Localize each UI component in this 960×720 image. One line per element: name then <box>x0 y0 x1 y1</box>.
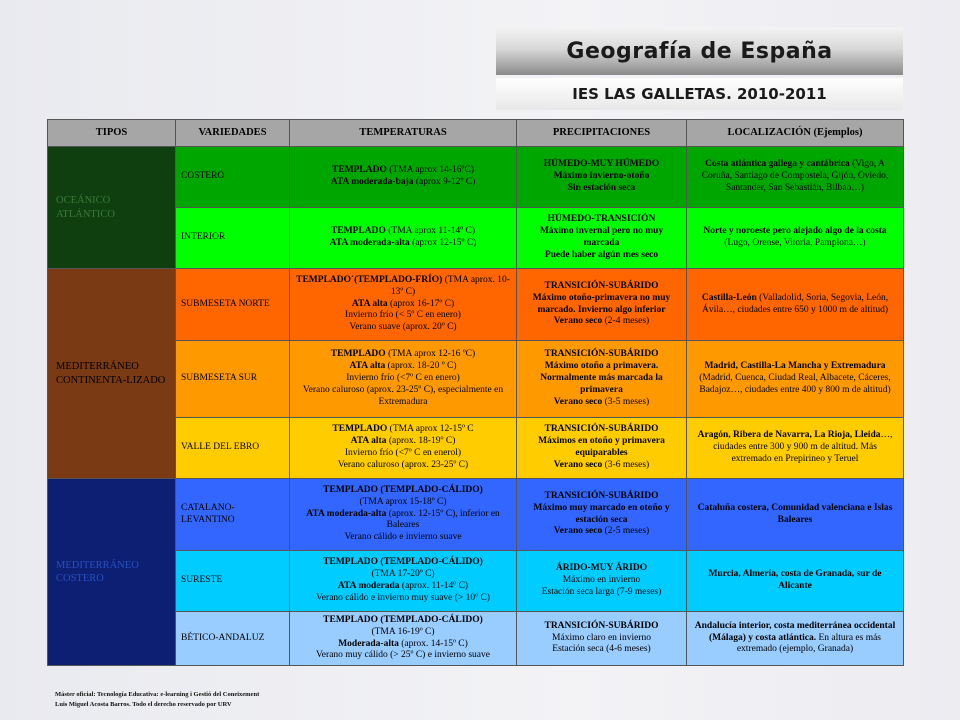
cell-text-segment: Castilla-León <box>701 292 760 303</box>
cell-text-segment: TRANSICIÓN-SUBÁRIDO <box>544 620 659 631</box>
cell-text-segment: (TMA aprox 15-18º C) <box>359 496 447 507</box>
cell-text-segment: (aprox 9-12º C) <box>415 177 476 187</box>
localizacion-cell <box>687 147 904 208</box>
cell-text-segment: (TMA 16-19º C) <box>371 626 435 637</box>
cell-text-segment: TEMPLADO (TEMPLADO-CÁLIDO) <box>323 484 483 495</box>
header-localizacion: LOCALIZACIÓN (Ejemplos) <box>687 120 904 147</box>
cell-text-segment: …, ciudades entre 300 y 900 m de altitud. Más extremado en Prepirineo y Teruel <box>713 430 893 464</box>
localizacion-cell <box>687 551 904 612</box>
variedad-cell: BÉTICO-ANDALUZ <box>176 612 290 666</box>
cell-text-segment: (TMA aprox 12-15º C <box>389 424 474 435</box>
cell-text-segment: (TMA aprox. 10-13º C) <box>390 274 510 297</box>
cell-text-segment: (Vigo, A Coruña, Santiago de Compostela, Gijón, Oviedo, Santander, San Sebastián, Bilbao…) <box>701 159 889 193</box>
cell-text-segment: TRANSICIÓN-SUBÁRIDO <box>544 280 659 291</box>
cell-text-segment: TRANSICIÓN-SUBÁRIDO <box>544 490 659 501</box>
page-title: Geografía de España <box>496 27 903 75</box>
tipo-cell: MEDITERRÁNEO CONTINENTA-LIZADO <box>48 269 176 479</box>
cell-text-segment: Aragón, Ribera de Navarra, La Rioja, Lleida <box>697 430 881 441</box>
precipitacion-cell <box>517 208 687 269</box>
variedad-cell: COSTERO <box>176 147 290 208</box>
cell-text-segment: (TMA 17-20º C) <box>371 569 435 580</box>
cell-text-segment: ATA alta <box>351 298 391 309</box>
cell-text-segment: (aprox 16-17º C) <box>390 298 455 309</box>
cell-text-segment: (aprox. 11-14º C) <box>401 581 469 591</box>
precipitacion-cell <box>517 418 687 479</box>
precipitacion-cell <box>517 612 687 666</box>
cell-text-segment: Estación seca (4-6 meses) <box>552 644 651 655</box>
cell-text-segment: TEMPLADO <box>331 165 390 176</box>
localizacion-cell <box>687 208 904 269</box>
cell-text-segment: Sin estación seca <box>567 182 636 193</box>
temperatura-cell <box>290 208 517 269</box>
cell-text-segment: ATA moderada <box>337 581 402 591</box>
table-header-row <box>48 120 904 147</box>
cell-text-segment: (2-4 meses) <box>604 316 650 327</box>
cell-text-segment: (Madrid, Cuenca, Ciudad Real, Albacete, Cáceres, Badajoz…, ciudades entre 400 y 800 m de altitud) <box>699 373 891 395</box>
table-row <box>48 147 904 208</box>
variedad-cell: CATALANO-LEVANTINO <box>176 479 290 551</box>
localizacion-cell <box>687 269 904 341</box>
cell-text-segment: Madrid, Castilla-La Mancha y Extremadura <box>704 361 886 372</box>
cell-text-segment: TEMPLADO (TEMPLADO-CÁLIDO) <box>323 557 483 568</box>
temperatura-cell <box>290 551 517 612</box>
cell-text-segment: Invierno frío (< 5º C en enero) <box>345 310 461 321</box>
cell-text-segment: TEMPLADO <box>330 349 389 360</box>
cell-text-segment: Verano caluroso (aprox. 23-25º C) <box>337 459 469 470</box>
cell-text-segment: Verano cálido e invierno suave <box>344 532 462 543</box>
cell-text-segment: Máximo otoño a primavera. Normalmente más marcada la primavera <box>540 361 663 395</box>
variedad-cell: VALLE DEL EBRO <box>176 418 290 479</box>
cell-text-segment: (TMA aprox 12-16 ºC) <box>388 349 476 360</box>
cell-text-segment: Verano seco <box>553 396 605 407</box>
footer-line: Luis Miguel Acosta Barros. Todo el derecho reservado por URV <box>55 701 232 708</box>
temperatura-cell <box>290 612 517 666</box>
cell-text-segment: Cataluña costera, Comunidad valenciana e Islas Baleares <box>697 502 893 525</box>
cell-text-segment: (TMA aprox 11-14º C) <box>388 226 476 237</box>
precipitacion-cell <box>517 147 687 208</box>
cell-text-segment: ATA moderada-baja <box>330 177 416 187</box>
localizacion-cell <box>687 479 904 551</box>
variedad-cell: SUBMESETA NORTE <box>176 269 290 341</box>
footer-line: Máster oficial: Tecnología Educativa: e-learning i Gestió del Coneixement <box>55 691 260 698</box>
cell-text-segment: (aprox 12-15º C) <box>412 238 477 248</box>
cell-text-segment: HÚMEDO-TRANSICIÓN <box>547 214 656 225</box>
cell-text-segment: ÁRIDO-MUY ÁRIDO <box>555 563 648 574</box>
cell-text-segment: TEMPLADO <box>332 424 390 435</box>
cell-text-segment: TEMPLADO (TEMPLADO-CÁLIDO) <box>323 614 483 625</box>
precipitacion-cell <box>517 551 687 612</box>
temperatura-cell <box>290 418 517 479</box>
cell-text-segment: (aprox. 12-15º C), inferior en Baleares <box>386 508 500 531</box>
header-temperaturas: TEMPERATURAS <box>290 120 517 147</box>
cell-text-segment: TEMPLADO <box>330 226 389 237</box>
cell-text-segment: (aprox. 18-19º C) <box>388 436 456 447</box>
footer-credits <box>55 690 259 710</box>
precipitacion-cell <box>517 341 687 418</box>
cell-text-segment: (3-5 meses) <box>604 396 650 407</box>
table-body <box>48 147 904 666</box>
cell-text-segment: Puede haber algún mes seco <box>544 249 659 260</box>
table-row <box>48 612 904 666</box>
temperatura-cell <box>290 269 517 341</box>
cell-text-segment: TEMPLADO´(TEMPLADO-FRÍO) <box>296 274 445 285</box>
table-row <box>48 208 904 269</box>
cell-text-segment: Verano seco <box>553 459 605 470</box>
cell-text-segment: Verano seco <box>553 316 605 327</box>
cell-text-segment: (TMA aprox 14-16ºC) <box>389 165 474 176</box>
cell-text-segment: Estación seca larga (7-9 meses) <box>541 586 662 597</box>
localizacion-cell <box>687 418 904 479</box>
cell-text-segment: En altura es más extremado (ejemplo, Granada) <box>736 632 882 655</box>
cell-text-segment: Verano caluroso (aprox. 23-25º C), especialmente en Extremadura <box>302 384 504 407</box>
page-subtitle: IES LAS GALLETAS. 2010-2011 <box>496 78 903 110</box>
cell-text-segment: Máximos en otoño y primavera equiparables <box>538 436 665 458</box>
cell-text-segment: ATA alta <box>349 361 388 372</box>
cell-text-segment: Invierno frío (<7º C en enerol) <box>344 448 462 458</box>
cell-text-segment: ATA alta <box>350 436 389 447</box>
cell-text-segment: TRANSICIÓN-SUBÁRIDO <box>544 424 659 435</box>
header-variedades: VARIEDADES <box>176 120 290 147</box>
variedad-cell: INTERIOR <box>176 208 290 269</box>
temperatura-cell <box>290 479 517 551</box>
localizacion-cell <box>687 612 904 666</box>
table-row <box>48 479 904 551</box>
cell-text-segment: Verano muy cálido (> 25º C) e invierno suave <box>316 650 490 661</box>
cell-text-segment: HÚMEDO-MUY HÚMEDO <box>543 159 660 170</box>
cell-text-segment: (aprox. 14-15º C) <box>401 638 468 649</box>
cell-text-segment: (2-5 meses) <box>604 526 650 537</box>
cell-text-segment: ATA moderada-alta <box>306 508 389 519</box>
cell-text-segment: (aprox. 18-20 º C) <box>387 361 457 372</box>
cell-text-segment: Costa atlántica gallega y cantábrica <box>705 159 853 170</box>
cell-text-segment: Máximo en invierno <box>562 575 641 586</box>
table-row <box>48 551 904 612</box>
cell-text-segment: (Lugo, Orense, Vitoria, Pamplona…) <box>724 238 866 248</box>
cell-text-segment: ATA moderada-alta <box>329 238 413 248</box>
cell-text-segment: Máximo claro en invierno <box>552 632 651 643</box>
cell-text-segment: Máximo invernal pero no muy marcada <box>539 226 664 248</box>
cell-text-segment: Andalucía interior, costa mediterránea occidental (Málaga) y costa atlántica. <box>694 620 896 643</box>
cell-text-segment: Verano suave (aprox. 20º C) <box>349 322 457 333</box>
cell-text-segment: (3-6 meses) <box>604 459 650 470</box>
cell-text-segment: Verano cálido e invierno muy suave (> 10º C) <box>316 592 490 603</box>
table-row <box>48 418 904 479</box>
cell-text-segment: Máximo otoño-primavera no muy marcado. Invierno algo inferior <box>532 292 671 315</box>
variedad-cell: SUBMESETA SUR <box>176 341 290 418</box>
cell-text-segment: Murcia, Almería, costa de Granada, sur de Alicante <box>708 569 882 591</box>
cell-text-segment: Invierno frío (<7º C en enero) <box>346 373 460 384</box>
temperatura-cell <box>290 147 517 208</box>
cell-text-segment: Moderada-alta <box>338 638 402 649</box>
precipitacion-cell <box>517 269 687 341</box>
cell-text-segment: Verano seco <box>553 526 605 537</box>
header-precipitaciones: PRECIPITACIONES <box>517 120 687 147</box>
cell-text-segment: Máximo muy marcado en otoño y estación seca <box>533 502 670 525</box>
tipo-cell: MEDITERRÁNEO COSTERO <box>48 479 176 666</box>
cell-text-segment: (Valladolid, Soria, Segovia, León, Ávila…, ciudades entre 650 y 1000 m de altitud) <box>702 292 889 315</box>
table-row <box>48 341 904 418</box>
variedad-cell: SURESTE <box>176 551 290 612</box>
temperatura-cell <box>290 341 517 418</box>
localizacion-cell <box>687 341 904 418</box>
header-tipos: TIPOS <box>48 120 176 147</box>
cell-text-segment: TRANSICIÓN-SUBÁRIDO <box>544 349 659 360</box>
table-row <box>48 269 904 341</box>
climate-table <box>47 119 904 666</box>
precipitacion-cell <box>517 479 687 551</box>
cell-text-segment: Norte y noroeste pero alejado algo de la costa <box>703 226 887 237</box>
tipo-cell: OCEÁNICO ATLÁNTICO <box>48 147 176 269</box>
cell-text-segment: Máximo invierno-otoño <box>553 171 650 182</box>
